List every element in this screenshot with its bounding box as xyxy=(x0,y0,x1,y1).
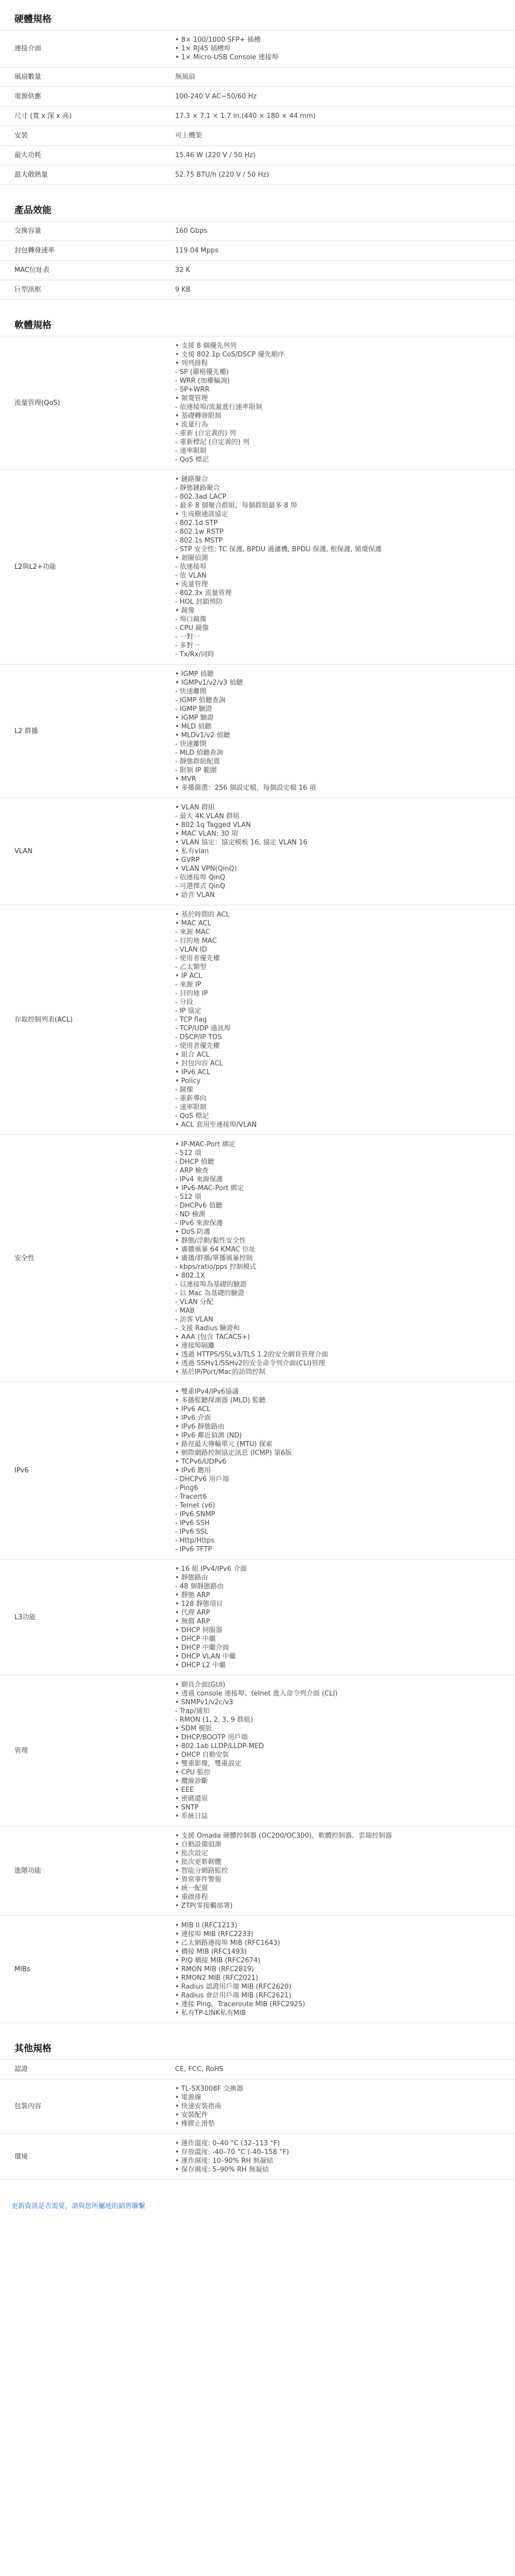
spec-value-line: - 重新 (自定義的) 列 xyxy=(175,430,236,437)
spec-value xyxy=(154,1135,515,1382)
spec-value-line: - IPv4 來源保護 xyxy=(175,1176,223,1183)
spec-value-line: 15.46 W (220 V / 50 Hz) xyxy=(175,151,256,159)
spec-value-line: • ZTP(零接觸部署) xyxy=(175,1902,233,1910)
spec-value-line: • 連接 Ping，Traceroute MIB (RFC2925) xyxy=(175,2001,305,2008)
spec-value-line: • 1× RJ45 插槽埠 xyxy=(175,45,231,53)
spec-value xyxy=(154,280,515,300)
spec-value-line: 可上機架 xyxy=(175,132,202,140)
spec-value xyxy=(154,241,515,261)
spec-value-line: • TL-SX3008F 交換器 xyxy=(175,2085,244,2093)
spec-label: 流量管理(QoS) xyxy=(0,336,154,470)
spec-value-line: - 快速離開 xyxy=(175,740,207,748)
spec-value-line: • 連接埠隔離 xyxy=(175,1342,215,1350)
spec-value-line: • IPv6 ACL xyxy=(175,1069,211,1076)
spec-label: 封包轉發速率 xyxy=(0,241,154,261)
spec-value-line: • 透過 console 連接埠、telnet 進入命令列介面 (CLI) xyxy=(175,1690,338,1698)
spec-value-line: • SDM 模版 xyxy=(175,1725,212,1733)
spec-row xyxy=(0,1382,515,1560)
spec-value-line: - 512 項 xyxy=(175,1193,201,1201)
spec-value-line: - 靜態鏈路聚合 xyxy=(175,484,220,492)
spec-value xyxy=(154,107,515,126)
spec-value-line: • IPv6 ACL xyxy=(175,1405,211,1413)
spec-value-line: - 以連接埠為基礎的驗證 xyxy=(175,1281,247,1289)
spec-value-line: - 可選擇式 QinQ xyxy=(175,883,226,890)
spec-row xyxy=(0,1916,515,2023)
spec-label: L3功能 xyxy=(0,1560,154,1675)
spec-value-line: • IPv6 介面 xyxy=(175,1414,211,1422)
spec-value-line: - DHCPv6 用戶端 xyxy=(175,1476,229,1483)
spec-value-line: • IGMPv1/v2/v3 偵聽 xyxy=(175,679,243,687)
spec-value-line: - QoS 標記 xyxy=(175,456,209,464)
section-title: 產品效能 xyxy=(14,205,52,216)
spec-table xyxy=(0,336,515,2023)
spec-value-line: • IGMP 偵聽 xyxy=(175,670,214,678)
spec-value-line: • 廣播風暴 64 KMAC 位址 xyxy=(175,1246,256,1253)
spec-row xyxy=(0,2060,515,2079)
spec-label: 安裝 xyxy=(0,126,154,146)
spec-value-line: • 密碼還原 xyxy=(175,1795,208,1803)
spec-value-line: - 來源 IP xyxy=(175,981,201,989)
spec-label: VLAN xyxy=(0,798,154,905)
spec-value-line: • 多播篩選：256 個設定檔，每個設定檔 16 項 xyxy=(175,784,316,792)
spec-value-line: • 16 組 IPv4/IPv6 介面 xyxy=(175,1565,247,1573)
spec-value-line: - 速率限制 xyxy=(175,447,207,455)
spec-value-line: • 重啟排程 xyxy=(175,1893,208,1901)
spec-value-line: CE, FCC, RoHS xyxy=(175,2065,224,2073)
spec-value-line: - 來源 MAC xyxy=(175,928,210,936)
spec-value-line: • VLAN VPN(QinQ) xyxy=(175,865,237,873)
spec-value-line: - VLAN 分配 xyxy=(175,1298,214,1306)
spec-value-line: • 128 靜態項目 xyxy=(175,1600,223,1608)
spec-value-line: • DHCP VLAN 中繼 xyxy=(175,1653,236,1660)
spec-value-line: • IGMP 驗證 xyxy=(175,714,214,722)
spec-value-line: • P/Q 橋接 MIB (RFC2674) xyxy=(175,1957,261,1964)
spec-value-line: • 私有TP-LINK私有MIB xyxy=(175,2009,246,2017)
spec-label: 巨型訊框 xyxy=(0,280,154,300)
spec-value-line: - 802.1s MSTP xyxy=(175,537,223,545)
spec-value-line: - Http/Https xyxy=(175,1537,215,1545)
spec-value-line: • MLD 偵聽 xyxy=(175,723,212,731)
spec-value-line: - 一對一 xyxy=(175,633,200,641)
spec-value-line: - QoS 標記 xyxy=(175,1112,209,1120)
spec-value-line: • 802.1ab LLDP/LLDP-MED xyxy=(175,1742,264,1750)
spec-value xyxy=(154,1675,515,1826)
spec-section xyxy=(0,9,515,185)
spec-value xyxy=(154,798,515,905)
spec-value-line: • 列列排程 xyxy=(175,360,208,367)
spec-row xyxy=(0,67,515,87)
spec-value-line: • 乙太網路連接埠 MIB (RFC1643) xyxy=(175,1939,280,1947)
spec-value-line: • IPv6 鄰近偵測 (ND) xyxy=(175,1432,242,1439)
spec-value-line: • MLDv1/v2 偵聽 xyxy=(175,732,230,739)
spec-value-line: - TCP flag xyxy=(175,1016,207,1024)
spec-value-line: • Radius 會計用戶端 MIB (RFC2621) xyxy=(175,1992,291,1999)
spec-value-line: • 透過 HTTPS/SSLv3/TLS 1.2的安全網頁管理介面 xyxy=(175,1351,329,1359)
spec-value-line: • IPv6 靜態路由 xyxy=(175,1423,225,1431)
spec-value-line: • 橋接 MIB (RFC1493) xyxy=(175,1948,247,1956)
spec-section xyxy=(0,200,515,300)
spec-row xyxy=(0,241,515,261)
spec-value-line: - CPU 鏡像 xyxy=(175,624,209,632)
spec-value-line: - STP 安全性: TC 保護, BPDU 過濾機, BPDU 保護, 根保護, 循環保護 xyxy=(175,546,382,553)
spec-value xyxy=(154,67,515,87)
spec-value-line: • 批次更新韌體 xyxy=(175,1858,221,1866)
spec-value-line: • 路徑最大傳輸單元 (MTU) 探索 xyxy=(175,1440,272,1448)
spec-value-line: - WRR (加權輪詢) xyxy=(175,377,230,385)
spec-value-line: • 生成樹通訊協定 xyxy=(175,511,228,518)
spec-value-line: - IPv6 SNMP xyxy=(175,1511,215,1518)
spec-value-line: - 依連接埠/流量進行速率限制 xyxy=(175,403,263,411)
spec-value-line: - 48 個靜態路由 xyxy=(175,1583,224,1590)
spec-value-line: • 靜態路由 xyxy=(175,1574,208,1582)
spec-value-line: • 鏡像 xyxy=(175,607,195,615)
spec-row xyxy=(0,798,515,905)
spec-value-line: • 流量行為 xyxy=(175,421,208,429)
spec-label: 存取控制列表(ACL) xyxy=(0,905,154,1135)
spec-value-line: • 鏈路聚合 xyxy=(175,476,208,483)
spec-value-line: - 802.1w RSTP xyxy=(175,528,224,536)
spec-row xyxy=(0,107,515,126)
spec-value-line: • GVRP xyxy=(175,856,200,864)
spec-row xyxy=(0,665,515,798)
spec-value-line: - 多對一 xyxy=(175,642,200,650)
spec-value-line: • 異常事件警報 xyxy=(175,1876,221,1884)
spec-value-line: - DSCP/IP TOS xyxy=(175,1033,222,1041)
spec-value-line: • 組合 ACL xyxy=(175,1051,210,1059)
spec-value xyxy=(154,665,515,798)
spec-value xyxy=(154,165,515,185)
spec-value-line: • 802.1q Tagged VLAN xyxy=(175,821,251,829)
spec-value-line: 100-240 V AC~50/60 Hz xyxy=(175,93,257,100)
spec-value-line: • 橡膠止滑墊 xyxy=(175,2120,215,2128)
spec-value-line: - IPv6 SSL xyxy=(175,1528,209,1536)
spec-value-line: • MAC ACL xyxy=(175,920,211,927)
spec-value-line: - 目的地 MAC xyxy=(175,937,217,945)
spec-value-line: - 支援 Radius 驗證和 xyxy=(175,1325,240,1332)
spec-row xyxy=(0,165,515,185)
spec-value-line: 52.75 BTU/h (220 V / 50 Hz) xyxy=(175,171,269,179)
spec-value-line: - 鏡像 xyxy=(175,1086,193,1094)
spec-value-line: - 依 VLAN xyxy=(175,572,207,580)
spec-value-line: • 存放溫度: -40–70 °C (-40–158 °F) xyxy=(175,2148,289,2156)
spec-value-line: • 迴圈偵測 xyxy=(175,554,208,562)
spec-value-line: • 網際網路控制協定訊息 (ICMP) 第6版 xyxy=(175,1449,292,1457)
spec-value-line: • IPv6-MAC-Port 綁定 xyxy=(175,1184,244,1192)
spec-value-line: • 網頁介面(GUI) xyxy=(175,1681,226,1689)
spec-value-line: - IGMP 驗證 xyxy=(175,705,212,713)
spec-value-line: - ARP 檢查 xyxy=(175,1167,209,1175)
spec-value-line: - RMON (1, 2, 3, 9 群組) xyxy=(175,1716,253,1724)
spec-value-line: • 快速安裝指南 xyxy=(175,2103,221,2110)
spec-value-line: • Radius 認證用戶端 MIB (RFC2620) xyxy=(175,1983,291,1991)
spec-value xyxy=(154,222,515,241)
footer-link[interactable]: 更新資訊是否需要，請與您所屬地的銷售聯繫 xyxy=(11,2202,146,2210)
spec-value-line: • DHCP 自動安裝 xyxy=(175,1751,229,1759)
spec-value-line: • 多播監聽探測器 (MLD) 監聽 xyxy=(175,1397,266,1404)
spec-value-line: • DHCP 伺服器 xyxy=(175,1626,222,1634)
spec-value-line: • 批次設定 xyxy=(175,1850,208,1857)
spec-section xyxy=(0,315,515,2023)
spec-value-line: - 快速離開 xyxy=(175,688,207,696)
spec-value xyxy=(154,126,515,146)
spec-value-line: • MAC VLAN: 30 項 xyxy=(175,830,238,838)
spec-value-line: • 電源線 xyxy=(175,2094,201,2102)
spec-value-line: 17.3 × 7.1 × 1.7 in.(440 × 180 × 44 mm) xyxy=(175,112,316,120)
spec-value-line: • 代理 ARP xyxy=(175,1609,210,1617)
spec-value-line: - ND 檢測 xyxy=(175,1211,205,1218)
spec-value-line: - Tracert6 xyxy=(175,1493,208,1501)
spec-value-line: • 802.1X xyxy=(175,1272,205,1280)
spec-value-line: - Tx/Rx/同時 xyxy=(175,651,214,658)
spec-value-line: - 埠口鏡像 xyxy=(175,616,207,623)
spec-value-line: - IPv6 TFTP xyxy=(175,1546,212,1553)
spec-value-line: - 以 Mac 為基礎的驗證 xyxy=(175,1290,245,1297)
spec-value-line: • 基於IP/Port/Mac的訪問控制 xyxy=(175,1368,266,1376)
spec-value xyxy=(154,2060,515,2079)
spec-value-line: • Policy xyxy=(175,1077,201,1085)
spec-value-line: • 靜態/浮動/黏性安全性 xyxy=(175,1237,246,1245)
spec-value-line: • 統一配置 xyxy=(175,1885,208,1892)
spec-value-line: - 使用者優先權 xyxy=(175,955,220,962)
spec-value-line: • 雙重IPv4/IPv6協議 xyxy=(175,1388,239,1396)
spec-row xyxy=(0,222,515,241)
spec-row xyxy=(0,126,515,146)
spec-label: 風扇數量 xyxy=(0,67,154,87)
spec-value-line: • 雙重影像，雙重設定 xyxy=(175,1760,242,1768)
spec-value-line: - 使用者優先權 xyxy=(175,1042,220,1050)
spec-value-line: • 纜線診斷 xyxy=(175,1777,208,1785)
spec-label: IPv6 xyxy=(0,1382,154,1560)
section-title: 硬體規格 xyxy=(14,14,52,25)
spec-value-line: • IPv6 應用 xyxy=(175,1467,211,1475)
spec-value-line: - 重新標記 (自定義的) 列 xyxy=(175,438,250,446)
spec-row xyxy=(0,1675,515,1826)
spec-value-line: • 自動設備偵測 xyxy=(175,1841,221,1849)
spec-label: 環境 xyxy=(0,2134,154,2180)
spec-value-line: - 512 項 xyxy=(175,1149,201,1157)
spec-label: 包裝內容 xyxy=(0,2079,154,2134)
spec-label: 連接介面 xyxy=(0,30,154,67)
spec-row xyxy=(0,30,515,67)
spec-value-line: 9 KB xyxy=(175,286,191,294)
spec-value-line: • RMON2 MIB (RFC2021) xyxy=(175,1974,259,1982)
spec-value-line: • 封包內容 ACL xyxy=(175,1060,223,1067)
spec-label: MAC位址表 xyxy=(0,261,154,280)
spec-value-line: 119.04 Mpps xyxy=(175,247,219,255)
spec-value-line: • 支援 802.1p CoS/DSCP 優先順序 xyxy=(175,351,285,359)
spec-label: 安全性 xyxy=(0,1135,154,1382)
spec-value-line: • RMON MIB (RFC2819) xyxy=(175,1965,254,1973)
spec-row xyxy=(0,2079,515,2134)
spec-label: 認證 xyxy=(0,2060,154,2079)
spec-value-line: • IP-MAC-Port 綁定 xyxy=(175,1141,236,1148)
spec-value xyxy=(154,1382,515,1560)
spec-value-line: - 目的地 IP xyxy=(175,990,208,997)
spec-value-line: - IPv6 SSH xyxy=(175,1519,210,1527)
spec-value-line: - IGMP 偵聽查詢 xyxy=(175,697,226,704)
spec-value-line: • 8× 100/1000 SFP+ 插槽 xyxy=(175,36,261,44)
spec-sections xyxy=(0,9,515,2180)
spec-value-line: • 保存濕度: 5–90% RH 無凝結 xyxy=(175,2166,269,2174)
spec-label: MIBs xyxy=(0,1916,154,2023)
spec-table xyxy=(0,2059,515,2180)
spec-value xyxy=(154,261,515,280)
spec-value-line: - 靜態群組配置 xyxy=(175,758,220,766)
spec-value xyxy=(154,87,515,107)
spec-value-line: • VLAN 協定：協定模板 16, 協定 VLAN 16 xyxy=(175,839,307,846)
spec-value-line: - kbps/ratio/pps 控制模式 xyxy=(175,1263,256,1271)
spec-value-line: • SNMPv1/v2c/v3 xyxy=(175,1699,233,1706)
spec-value-line: - 速率限制 xyxy=(175,1104,207,1111)
spec-value-line: - VLAN ID xyxy=(175,946,207,954)
spec-value-line: - SP+WRR xyxy=(175,386,210,394)
spec-value-line: • CPU 監控 xyxy=(175,1769,211,1776)
spec-value-line: - SP (嚴格優先權) xyxy=(175,368,229,376)
spec-label: 電源供應 xyxy=(0,87,154,107)
spec-value-line: - Telnet (v6) xyxy=(175,1502,215,1510)
spec-value-line: - IP 協定 xyxy=(175,1007,201,1015)
spec-value-line: 160 Gbps xyxy=(175,227,208,235)
section-title: 軟體規格 xyxy=(14,320,52,331)
spec-row xyxy=(0,1560,515,1675)
spec-label: 最大功耗 xyxy=(0,146,154,165)
spec-value-line: - 限制 IP 範圍 xyxy=(175,767,217,774)
spec-value xyxy=(154,336,515,470)
spec-value-line: - 802.1d STP xyxy=(175,519,218,527)
spec-value-line: • 靜態 ARP xyxy=(175,1591,210,1599)
spec-value-line: - DHCPv6 偵聽 xyxy=(175,1202,222,1210)
spec-value-line: - Trap/通知 xyxy=(175,1707,210,1715)
spec-table xyxy=(0,30,515,185)
spec-row xyxy=(0,87,515,107)
spec-value-line: • 基於時間的 ACL xyxy=(175,911,230,919)
spec-value xyxy=(154,30,515,67)
spec-value-line: • 運作溫度: 0–40 °C (32–113 °F) xyxy=(175,2140,280,2147)
spec-value-line: • 頻寬管理 xyxy=(175,395,208,402)
spec-row xyxy=(0,1135,515,1382)
spec-value-line: • SNTP xyxy=(175,1804,199,1811)
spec-value-line: - 最大 4K VLAN 群組 xyxy=(175,812,240,820)
spec-value-line: • 廣播/群播/單播風暴控制 xyxy=(175,1255,253,1262)
spec-value xyxy=(154,905,515,1135)
spec-row xyxy=(0,261,515,280)
spec-value-line: • 支援 8 個優先列列 xyxy=(175,342,237,350)
spec-row xyxy=(0,1826,515,1916)
spec-value-line: - 依連接埠 QinQ xyxy=(175,874,226,882)
spec-row xyxy=(0,905,515,1135)
spec-value-line: - 802.3ad LACP xyxy=(175,493,227,501)
spec-value-line: - IPv6 來源保護 xyxy=(175,1219,223,1227)
spec-label: 交換容量 xyxy=(0,222,154,241)
spec-label: 尺寸 (寬 x 深 x 高) xyxy=(0,107,154,126)
spec-value-line: • 流量管理 xyxy=(175,581,208,588)
spec-value-line: • 安裝配件 xyxy=(175,2111,208,2119)
spec-row xyxy=(0,336,515,470)
spec-value-line: • 連接埠 MIB (RFC2233) xyxy=(175,1930,253,1938)
spec-value-line: • DoS 防護 xyxy=(175,1228,211,1236)
spec-value-line: • DHCP 中繼 xyxy=(175,1635,216,1643)
spec-value-line: • TCPv6/UDPv6 xyxy=(175,1458,227,1466)
spec-value xyxy=(154,1826,515,1916)
spec-section xyxy=(0,2039,515,2180)
spec-label: 管理 xyxy=(0,1675,154,1826)
spec-value-line: • EEE xyxy=(175,1786,194,1794)
spec-value-line: • 無償 ARP xyxy=(175,1618,210,1625)
spec-value-line: • ACL 套用至連接埠/VLAN xyxy=(175,1121,257,1129)
spec-value-line: • 運作濕度: 10–90% RH 無凝結 xyxy=(175,2157,273,2165)
spec-value-line: 無風扇 xyxy=(175,73,196,81)
section-title: 其他規格 xyxy=(14,2043,52,2054)
spec-value-line: - 依連接埠 xyxy=(175,563,207,571)
spec-value-line: • 透過 SSHv1/SSHv2的安全命令列介面(CLI)管理 xyxy=(175,1360,325,1367)
spec-value-line: • 系統日誌 xyxy=(175,1812,208,1820)
spec-label: L2 群播 xyxy=(0,665,154,798)
spec-value-line: • 基礎轉發限制 xyxy=(175,412,221,420)
spec-value xyxy=(154,1560,515,1675)
spec-value-line: • 支援 Omada 硬體控制器 (OC200/OC300)、軟體控制器、雲端控制器 xyxy=(175,1832,392,1840)
spec-value-line: - Ping6 xyxy=(175,1484,198,1492)
spec-value xyxy=(154,2079,515,2134)
spec-label: 最大散熱量 xyxy=(0,165,154,185)
spec-value xyxy=(154,1916,515,2023)
spec-label: L2與L2+功能 xyxy=(0,470,154,665)
spec-value-line: • MVR xyxy=(175,775,196,783)
spec-value-line: • MIB II (RFC1213) xyxy=(175,1922,237,1929)
spec-value-line: - 重新導向 xyxy=(175,1095,207,1103)
spec-value-line: 32 K xyxy=(175,266,191,274)
spec-value-line: • 語音 VLAN xyxy=(175,891,215,899)
spec-value-line: - 訪客 VLAN xyxy=(175,1316,214,1324)
spec-value-line: - 乙太類型 xyxy=(175,963,207,971)
spec-value-line: • DHCP 中繼介面 xyxy=(175,1644,229,1652)
spec-value-line: • VLAN 群組 xyxy=(175,804,215,811)
spec-value-line: • DHCP/BOOTP 用戶端 xyxy=(175,1734,248,1741)
spec-value-line: • 智能分網路監控 xyxy=(175,1867,228,1875)
spec-value-line: • 1× Micro-USB Console 連接埠 xyxy=(175,54,279,61)
spec-value-line: - MAB xyxy=(175,1307,195,1315)
spec-value-line: - 最多 8 個聚合群組，每個群組最多 8 埠 xyxy=(175,502,297,510)
spec-table xyxy=(0,221,515,300)
spec-value-line: • DHCP L2 中繼 xyxy=(175,1662,226,1669)
spec-value-line: - DHCP 偵聽 xyxy=(175,1158,214,1166)
spec-value-line: • AAA (包含 TACACS+) xyxy=(175,1333,250,1341)
spec-value xyxy=(154,146,515,165)
spec-value xyxy=(154,2134,515,2180)
spec-label: 進階功能 xyxy=(0,1826,154,1916)
spec-value-line: - 802.3x 流量管理 xyxy=(175,589,232,597)
spec-row xyxy=(0,146,515,165)
spec-row xyxy=(0,280,515,300)
spec-value-line: - HOL 封鎖預防 xyxy=(175,598,223,606)
spec-value-line: • IP ACL xyxy=(175,972,202,980)
spec-value-line: - 分段 xyxy=(175,998,193,1006)
spec-value xyxy=(154,470,515,665)
spec-value-line: • 私有vlan xyxy=(175,848,209,855)
spec-row xyxy=(0,2134,515,2180)
spec-value-line: - TCP/UDP 通訊埠 xyxy=(175,1025,231,1032)
spec-value-line: - MLD 偵聽查詢 xyxy=(175,749,224,757)
spec-row xyxy=(0,470,515,665)
